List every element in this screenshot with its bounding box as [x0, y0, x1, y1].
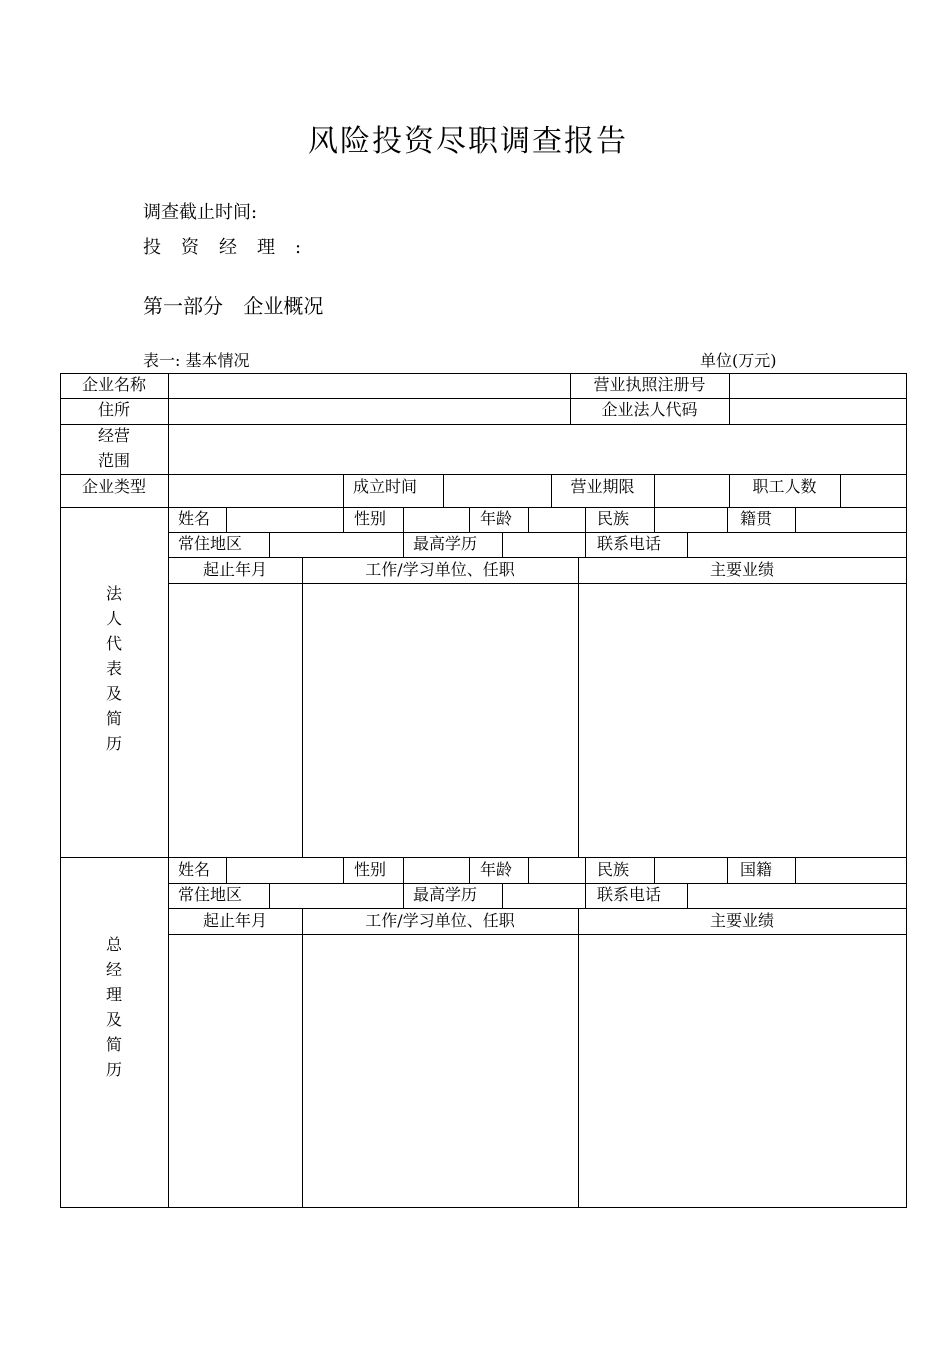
- table-col-rule: [795, 857, 796, 883]
- manager-label: 投资经理:: [143, 237, 322, 258]
- table-col-rule: [585, 883, 586, 908]
- table-rule: [168, 583, 907, 584]
- legal-rep-side-char: 历: [105, 734, 122, 753]
- table-col-rule: [578, 557, 579, 857]
- legal-rep-side-char: 及: [105, 684, 122, 703]
- table-rule: [168, 934, 907, 935]
- table-border-right: [906, 373, 907, 1208]
- founded-label: 成立时间: [353, 477, 418, 496]
- gm-side-char: 理: [105, 985, 122, 1004]
- table-col-rule: [403, 857, 404, 883]
- legal-rep-work-header: 工作/学习单位、任职: [365, 560, 515, 579]
- legal-rep-education-label: 最高学历: [413, 534, 478, 553]
- legal-rep-period-header: 起止年月: [202, 560, 267, 579]
- gm-side-char: 经: [105, 960, 122, 979]
- legal-rep-phone-label: 联系电话: [597, 534, 662, 553]
- gm-side-char: 简: [105, 1035, 122, 1054]
- legal-rep-side-char: 人: [105, 609, 122, 628]
- gm-residence-label: 常住地区: [178, 885, 243, 904]
- section-heading: 第一部分 企业概况: [143, 294, 324, 318]
- table-col-rule: [727, 857, 728, 883]
- legal-rep-side-char: 表: [105, 659, 122, 678]
- table-col-rule: [795, 507, 796, 532]
- table-col-rule: [727, 507, 728, 532]
- legal-rep-side-char: 法: [105, 584, 122, 603]
- table-rule: [60, 424, 907, 425]
- gm-side-char: 历: [105, 1060, 122, 1079]
- unit-label: 单位(万元): [700, 351, 777, 370]
- gm-period-header: 起止年月: [202, 911, 267, 930]
- table-col-rule: [343, 857, 344, 883]
- table-col-rule: [687, 883, 688, 908]
- table-col-rule: [226, 507, 227, 532]
- table-rule: [168, 532, 907, 533]
- table-col-rule: [687, 532, 688, 557]
- address-label: 住所: [97, 400, 130, 419]
- page-title: 风险投资尽职调查报告: [308, 124, 628, 159]
- legal-rep-side-char: 代: [105, 634, 122, 653]
- legal-rep-residence-label: 常住地区: [178, 534, 243, 553]
- table-col-rule: [302, 908, 303, 1208]
- legal-rep-ethnicity-label: 民族: [597, 509, 630, 528]
- legal-code-label: 企业法人代码: [601, 400, 698, 419]
- table-border-top: [60, 373, 907, 374]
- license-no-label: 营业执照注册号: [593, 375, 706, 394]
- table-col-rule: [443, 474, 444, 507]
- gm-education-label: 最高学历: [413, 885, 478, 904]
- table-col-rule: [654, 857, 655, 883]
- table-col-rule: [403, 532, 404, 557]
- table-rule: [168, 883, 907, 884]
- table-col-rule: [168, 373, 169, 1208]
- table-col-rule: [528, 507, 529, 532]
- table-col-rule: [403, 883, 404, 908]
- term-label: 营业期限: [570, 477, 635, 496]
- staff-label: 职工人数: [752, 477, 817, 496]
- legal-rep-origin-label: 籍贯: [740, 509, 773, 528]
- legal-rep-name-label: 姓名: [178, 509, 211, 528]
- gm-nationality-label: 国籍: [740, 860, 773, 879]
- table-col-rule: [578, 908, 579, 1208]
- legal-rep-achievements-header: 主要业绩: [709, 560, 774, 579]
- legal-rep-side-char: 简: [105, 709, 122, 728]
- table-col-rule: [269, 883, 270, 908]
- scope-label-line2: 范围: [97, 451, 130, 470]
- table-col-rule: [403, 507, 404, 532]
- table-col-rule: [302, 557, 303, 857]
- gm-side-char: 总: [105, 935, 122, 954]
- table-col-rule: [226, 857, 227, 883]
- table-col-rule: [469, 857, 470, 883]
- table-col-rule: [502, 883, 503, 908]
- table-col-rule: [654, 507, 655, 532]
- table-col-rule: [343, 507, 344, 532]
- table-col-rule: [654, 474, 655, 507]
- company-type-label: 企业类型: [81, 477, 146, 496]
- legal-rep-gender-label: 性别: [354, 509, 387, 528]
- table-col-rule: [528, 857, 529, 883]
- scope-label-line1: 经营: [97, 426, 130, 445]
- gm-work-header: 工作/学习单位、任职: [365, 911, 515, 930]
- table-col-rule: [840, 474, 841, 507]
- table-col-rule: [269, 532, 270, 557]
- gm-achievements-header: 主要业绩: [709, 911, 774, 930]
- gm-age-label: 年龄: [480, 860, 513, 879]
- gm-phone-label: 联系电话: [597, 885, 662, 904]
- table-col-rule: [729, 373, 730, 424]
- table-col-rule: [343, 474, 344, 507]
- legal-rep-age-label: 年龄: [480, 509, 513, 528]
- gm-gender-label: 性别: [354, 860, 387, 879]
- survey-date-label: 调查截止时间:: [143, 202, 258, 223]
- table-col-rule: [585, 532, 586, 557]
- gm-side-char: 及: [105, 1010, 122, 1029]
- table-col-rule: [585, 857, 586, 883]
- company-name-label: 企业名称: [81, 375, 146, 394]
- table-col-rule: [502, 532, 503, 557]
- gm-ethnicity-label: 民族: [597, 860, 630, 879]
- table-border-bottom: [60, 1207, 907, 1208]
- table-rule: [60, 398, 907, 399]
- gm-name-label: 姓名: [178, 860, 211, 879]
- table-caption: 表一: 基本情况: [143, 351, 250, 370]
- table-col-rule: [469, 507, 470, 532]
- table-col-rule: [585, 507, 586, 532]
